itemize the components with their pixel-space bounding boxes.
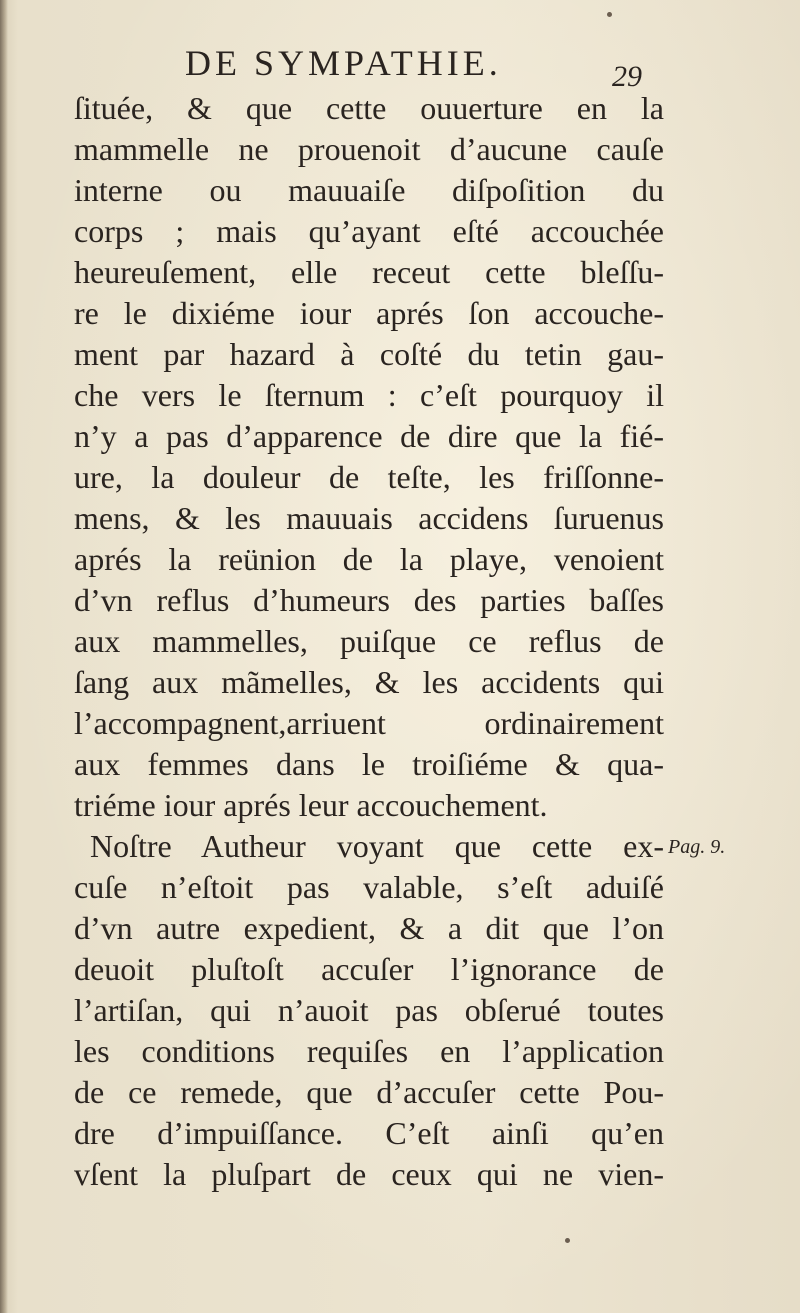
text-line: deuoit pluſtoſt accuſer l’ignorance de (74, 951, 664, 987)
text-line: ſituée, & que cette ouuerture en la (74, 90, 664, 126)
text-line: de ce remede, que d’accuſer cette Pou- (74, 1074, 664, 1110)
paragraph-start-line: Noſtre Autheur voyant que cette ex- (90, 828, 664, 864)
margin-note: Pag. 9. (668, 836, 726, 858)
page-gutter (0, 0, 8, 1313)
text-line: re le dixiéme iour aprés ſon accouche- (74, 295, 664, 331)
running-head: DE SYMPATHIE. (185, 43, 502, 83)
text-line: che vers le ſternum : c’eſt pourquoy il (74, 377, 664, 413)
text-line: les conditions requiſes en l’application (74, 1033, 664, 1069)
text-line: ment par hazard à coſté du tetin gau- (74, 336, 664, 372)
text-line: ure, la douleur de teſte, les friſſonne- (74, 459, 664, 495)
text-line: mens, & les mauuais accidens ſuruenus (74, 500, 664, 536)
text-line: d’vn autre expedient, & a dit que l’on (74, 910, 664, 946)
text-line: aux femmes dans le troiſiéme & qua- (74, 746, 664, 782)
text-line: vſent la pluſpart de ceux qui ne vien- (74, 1156, 664, 1192)
text-line: corps ; mais qu’ayant eſté accouchée (74, 213, 664, 249)
text-line: l’artiſan, qui n’auoit pas obſerué toutes (74, 992, 664, 1028)
ink-speck (607, 12, 612, 17)
text-line: mammelle ne prouenoit d’aucune cauſe (74, 131, 664, 167)
body-text (74, 88, 664, 1195)
text-line: interne ou mauuaiſe diſpoſition du (74, 172, 664, 208)
page-number: 29 (612, 60, 642, 93)
text-line: l’accompagnent,arriuent ordinairement (74, 705, 664, 741)
ink-speck (565, 1238, 570, 1243)
page-header (0, 42, 800, 92)
text-line: dre d’impuiſſance. C’eſt ainſi qu’en (74, 1115, 664, 1151)
text-line: d’vn reflus d’humeurs des parties baſſes (74, 582, 664, 618)
text-line: n’y a pas d’apparence de dire que la fié- (74, 418, 664, 454)
text-line: aprés la reünion de la playe, venoient (74, 541, 664, 577)
text-line: heureuſement, elle receut cette bleſſu- (74, 254, 664, 290)
text-line: cuſe n’eſtoit pas valable, s’eſt aduiſé (74, 869, 664, 905)
text-line: triéme iour aprés leur accouchement. (74, 787, 548, 823)
text-line: aux mammelles, puiſque ce reflus de (74, 623, 664, 659)
text-line: ſang aux mãmelles, & les accidents qui (74, 664, 664, 700)
